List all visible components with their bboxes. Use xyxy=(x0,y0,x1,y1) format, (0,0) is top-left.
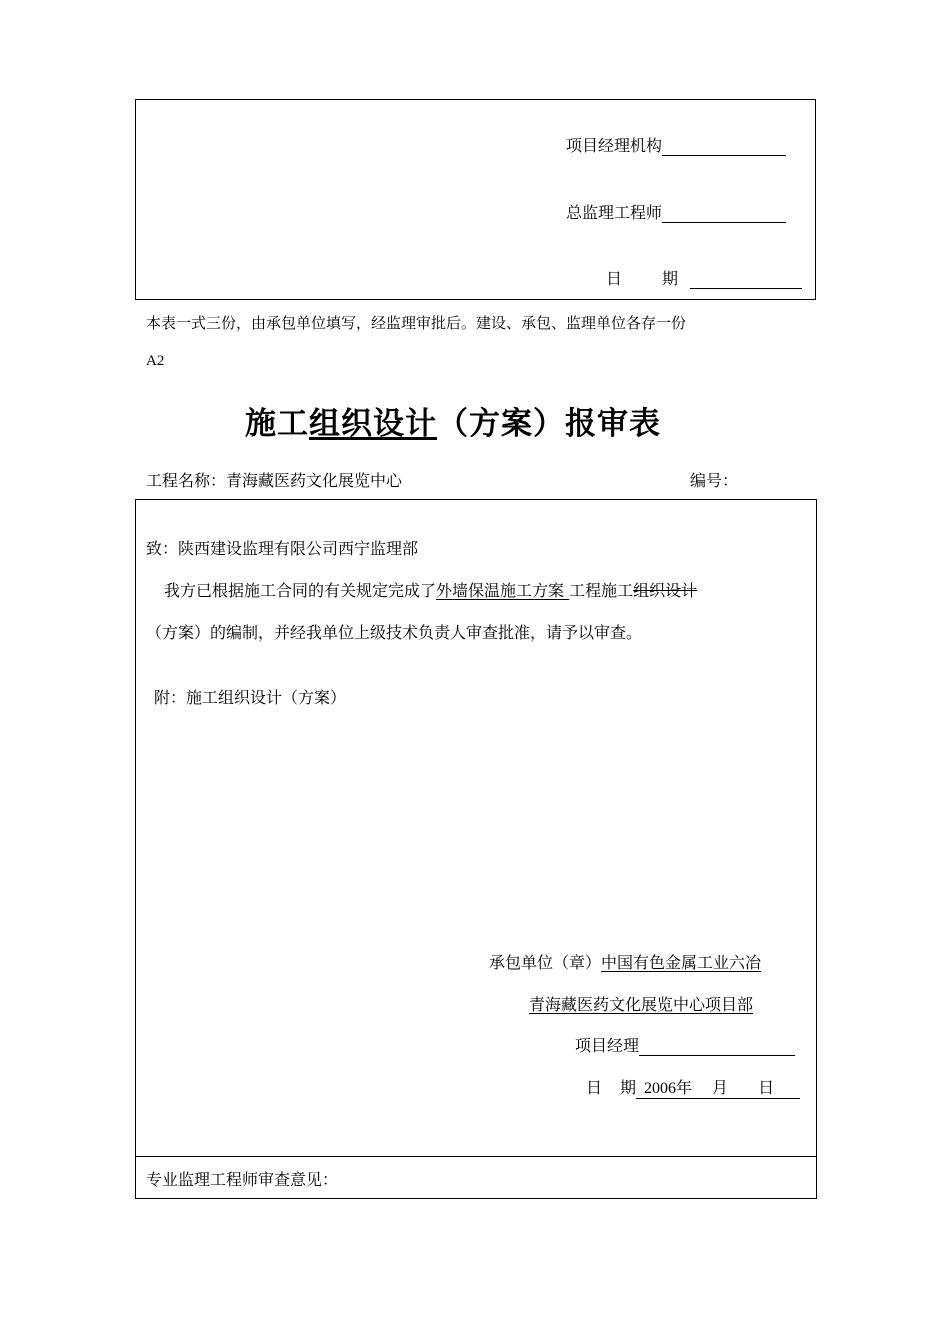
pm-org-signature-line[interactable] xyxy=(662,136,786,156)
body-date-row xyxy=(586,1075,800,1099)
chief-engineer-label: 总监理工程师 xyxy=(566,203,663,222)
title-part3: （方案）报审表 xyxy=(437,406,661,442)
paragraph-line-2: （方案）的编制，并经我单位上级技术负责人审查批准，请予以审查。 xyxy=(146,623,643,642)
review-row-divider xyxy=(135,1156,817,1157)
body-date-field[interactable] xyxy=(636,1075,800,1099)
contractor-label: 承包单位（章） xyxy=(489,953,602,972)
para-prefix: 我方已根据施工合同的有关规定完成了 xyxy=(164,581,437,600)
contractor-row xyxy=(489,950,761,973)
project-name-row xyxy=(146,468,402,491)
project-manager-row xyxy=(575,1033,795,1056)
project-manager-label: 项目经理 xyxy=(575,1036,640,1055)
number-label: 编号： xyxy=(690,471,739,490)
date-year: 2006 xyxy=(644,1080,677,1097)
scheme-name: 外墙保温施工方案 xyxy=(436,581,570,600)
contractor-name: 中国有色金属工业六冶 xyxy=(601,953,762,972)
department-name xyxy=(529,992,753,1015)
addressee-row xyxy=(146,536,418,559)
project-name-label: 工程名称： xyxy=(146,471,227,490)
attachment-line: 附：施工组织设计（方案） xyxy=(154,688,347,707)
department-name-text: 青海藏医药文化展览中心项目部 xyxy=(529,995,754,1014)
date-day-char: 日 xyxy=(758,1078,775,1097)
top-date-row xyxy=(606,266,802,289)
para-struck-text: 组织设计 xyxy=(633,581,698,600)
form-code: A2 xyxy=(146,353,165,369)
project-name-value: 青海藏医药文化展览中心 xyxy=(226,471,403,490)
project-manager-signature-line[interactable] xyxy=(639,1036,795,1056)
top-date-label-2: 期 xyxy=(662,269,679,288)
date-year-char: 年 xyxy=(676,1078,693,1097)
chief-engineer-signature-line[interactable] xyxy=(662,203,786,223)
pm-org-row xyxy=(566,133,786,156)
addressee-label: 致： xyxy=(146,539,179,558)
title-part1: 施工 xyxy=(245,406,309,442)
top-date-line[interactable] xyxy=(690,269,802,289)
review-opinion-label: 专业监理工程师审查意见： xyxy=(146,1170,339,1189)
date-month-char: 月 xyxy=(712,1078,729,1097)
page-title xyxy=(245,398,661,443)
para-mid: 工程施工 xyxy=(569,581,634,600)
title-part2: 组织设计 xyxy=(309,406,437,442)
body-date-label-1: 日 xyxy=(586,1078,603,1097)
addressee-value: 陕西建设监理有限公司西宁监理部 xyxy=(178,539,419,558)
top-date-label-1: 日 xyxy=(606,269,623,288)
pm-org-label: 项目经理机构 xyxy=(566,136,663,155)
copies-note: 本表一式三份，由承包单位填写，经监理审批后。建设、承包、监理单位各存一份 xyxy=(146,314,687,332)
chief-engineer-row xyxy=(566,200,786,223)
paragraph-line-1 xyxy=(164,578,697,601)
body-date-label-2: 期 xyxy=(620,1078,637,1097)
